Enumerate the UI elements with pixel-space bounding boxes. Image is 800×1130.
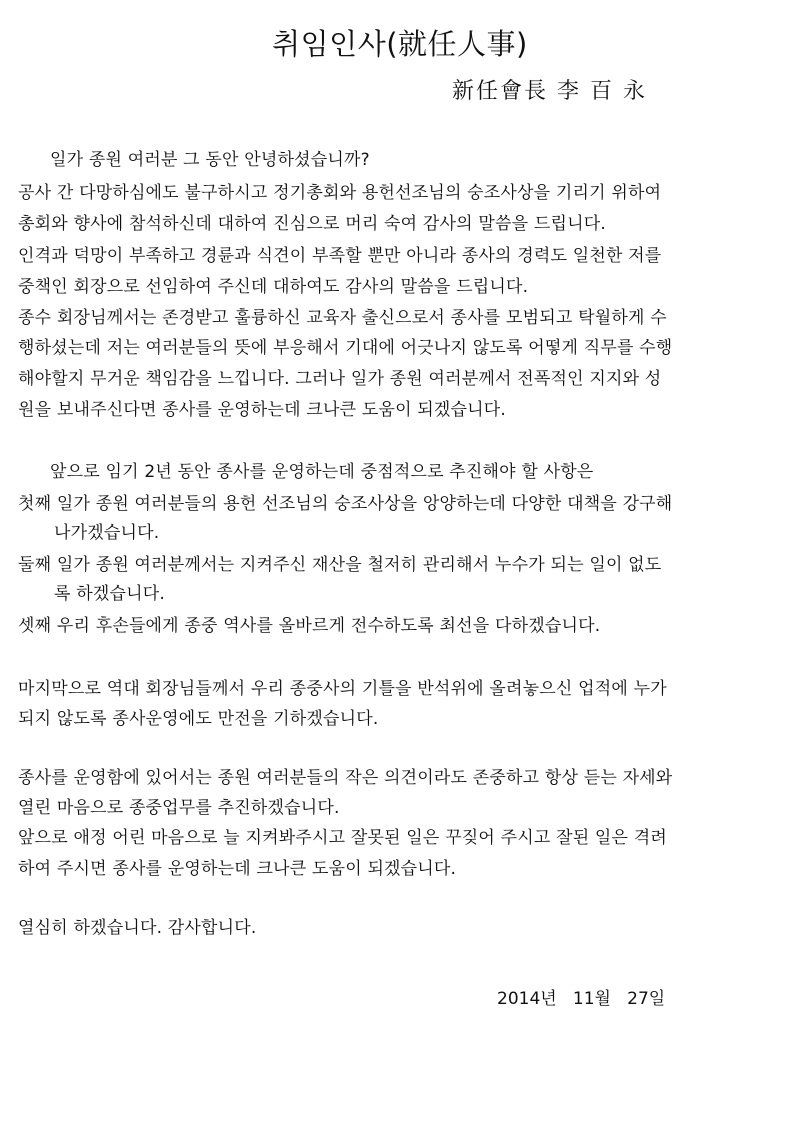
list-item: 셋째 우리 후손들에게 종중 역사를 올바르게 전수하도록 최선을 다하겠습니다. <box>18 616 601 636</box>
body-line: 공사 간 다망하심에도 불구하시고 정기총회와 용헌선조님의 숭조사상을 기리기 위하여 <box>18 183 662 203</box>
closing-line: 열심히 하겠습니다. 감사합니다. <box>18 918 257 938</box>
body-line: 중책인 회장으로 선임하여 주신데 대하여도 감사의 말씀을 드립니다. <box>18 277 529 297</box>
list-item: 첫째 일가 종원 여러분들의 용헌 선조님의 숭조사상을 앙양하는데 다양한 대책을 강구해 <box>18 494 673 514</box>
body-line: 종수 회장님께서는 존경받고 훌륭하신 교육자 출신으로서 종사를 모범되고 탁월하게 수 <box>18 308 667 328</box>
body-line: 열린 마음으로 종중업무를 추진하겠습니다. <box>18 798 340 818</box>
document-title: 취임인사(就任人事) <box>272 27 528 61</box>
body-line: 하여 주시면 종사를 운영하는데 크나큰 도움이 되겠습니다. <box>18 859 457 879</box>
document-date: 2014년 11월 27일 <box>497 989 666 1009</box>
body-line: 인격과 덕망이 부족하고 경륜과 식견이 부족할 뿐만 아니라 종사의 경력도 일천한 저를 <box>18 246 662 266</box>
body-line: 마지막으로 역대 회장님들께서 우리 종중사의 기틀을 반석위에 올려놓으신 업적에 누가 <box>18 679 667 699</box>
body-line: 해야할지 무거운 책임감을 느낍니다. 그러나 일가 종원 여러분께서 전폭적인 지지와 성 <box>18 369 662 389</box>
list-item-continuation: 나가겠습니다. <box>54 523 160 543</box>
list-item-continuation: 록 하겠습니다. <box>54 584 165 604</box>
body-line: 행하셨는데 저는 여러분들의 뜻에 부응해서 기대에 어긋나지 않도록 어떻게 직무를 수행 <box>18 338 673 358</box>
body-line: 앞으로 임기 2년 동안 종사를 운영하는데 중점적으로 추진해야 할 사항은 <box>50 462 594 482</box>
author-signature: 新任會長 李 百 永 <box>452 79 647 104</box>
body-line: 종사를 운영함에 있어서는 종원 여러분들의 작은 의견이라도 존중하고 항상 듣는 자세와 <box>18 768 673 788</box>
body-line: 일가 종원 여러분 그 동안 안녕하셨습니까? <box>50 150 370 170</box>
body-line: 앞으로 애정 어린 마음으로 늘 지켜봐주시고 잘못된 일은 꾸짖어 주시고 잘된 일은 격려 <box>18 828 668 848</box>
body-line: 총회와 향사에 참석하신데 대하여 진심으로 머리 숙여 감사의 말씀을 드립니다. <box>18 214 606 234</box>
body-line: 되지 않도록 종사운영에도 만전을 기하겠습니다. <box>18 709 379 729</box>
list-item: 둘째 일가 종원 여러분께서는 지켜주신 재산을 철저히 관리해서 누수가 되는 일이 없도 <box>18 555 662 575</box>
body-line: 원을 보내주신다면 종사를 운영하는데 크나큰 도움이 되겠습니다. <box>18 400 507 420</box>
